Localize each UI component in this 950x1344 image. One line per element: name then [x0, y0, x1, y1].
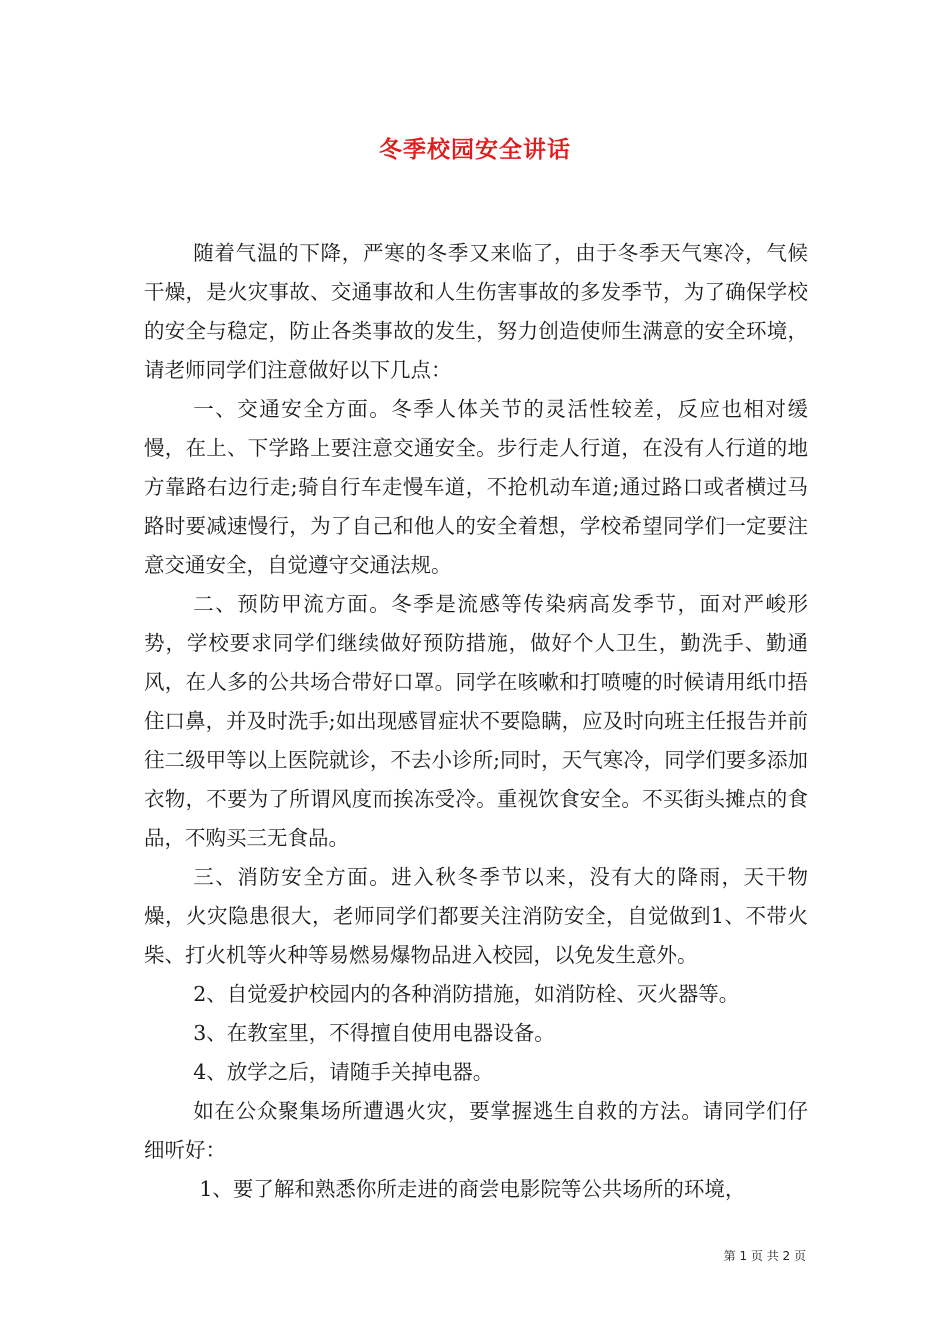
page-number-footer: 第 1 页 共 2 页 [723, 1249, 806, 1263]
paragraph-fire-item-4: 4、放学之后，请随手关掉电器。 [193, 1060, 494, 1084]
paragraph-fire-item-3: 3、在教室里，不得擅自使用电器设备。 [193, 1021, 555, 1045]
paragraph-escape-intro: 如在公众聚集场所遭遇火灾，要掌握逃生自救的方法。请同学们仔细听好： [144, 1099, 808, 1162]
paragraph-traffic-safety: 一、交通安全方面。冬季人体关节的灵活性较差，反应也相对缓慢，在上、下学路上要注意交通安全。步行走人行道，在没有人行道的地方靠路右边行走;骑自行车走慢车道，不抢机动车道;通过路口或者横过马路时要减速慢行，为了自己和他人的安全着想，学校希望同学们一定要注意交通安全，自觉遵守交通法规。 [144, 397, 808, 577]
document-body [144, 234, 808, 1209]
paragraph-escape-item-1: 1、要了解和熟悉你所走进的商尝电影院等公共场所的环境， [199, 1177, 746, 1201]
paragraph-fire-item-2: 2、自觉爱护校园内的各种消防措施，如消防栓、灭火器等。 [193, 982, 740, 1006]
paragraph-flu-prevention: 二、预防甲流方面。冬季是流感等传染病高发季节，面对严峻形势，学校要求同学们继续做好预防措施，做好个人卫生，勤洗手、勤通风，在人多的公共场合带好口罩。同学在咳嗽和打喷嚏的时候请用纸巾捂住口鼻，并及时洗手;如出现感冒症状不要隐瞒，应及时向班主任报告并前往二级甲等以上医院就诊，不去小诊所;同时，天气寒冷，同学们要多添加衣物，不要为了所谓风度而挨冻受冷。重视饮食安全。不买街头摊点的食品，不购买三无食品。 [144, 592, 808, 850]
document-title: 冬季校园安全讲话 [379, 137, 571, 163]
paragraph-fire-safety: 三、消防安全方面。进入秋冬季节以来，没有大的降雨，天干物燥，火灾隐患很大，老师同学们都要关注消防安全，自觉做到1、不带火柴、打火机等火种等易燃易爆物品进入校园，以免发生意外。 [144, 865, 808, 967]
paragraph-intro: 随着气温的下降，严寒的冬季又来临了，由于冬季天气寒冷，气候干燥，是火灾事故、交通事故和人生伤害事故的多发季节，为了确保学校的安全与稳定，防止各类事故的发生，努力创造使师生满意的安全环境，请老师同学们注意做好以下几点： [144, 241, 808, 382]
